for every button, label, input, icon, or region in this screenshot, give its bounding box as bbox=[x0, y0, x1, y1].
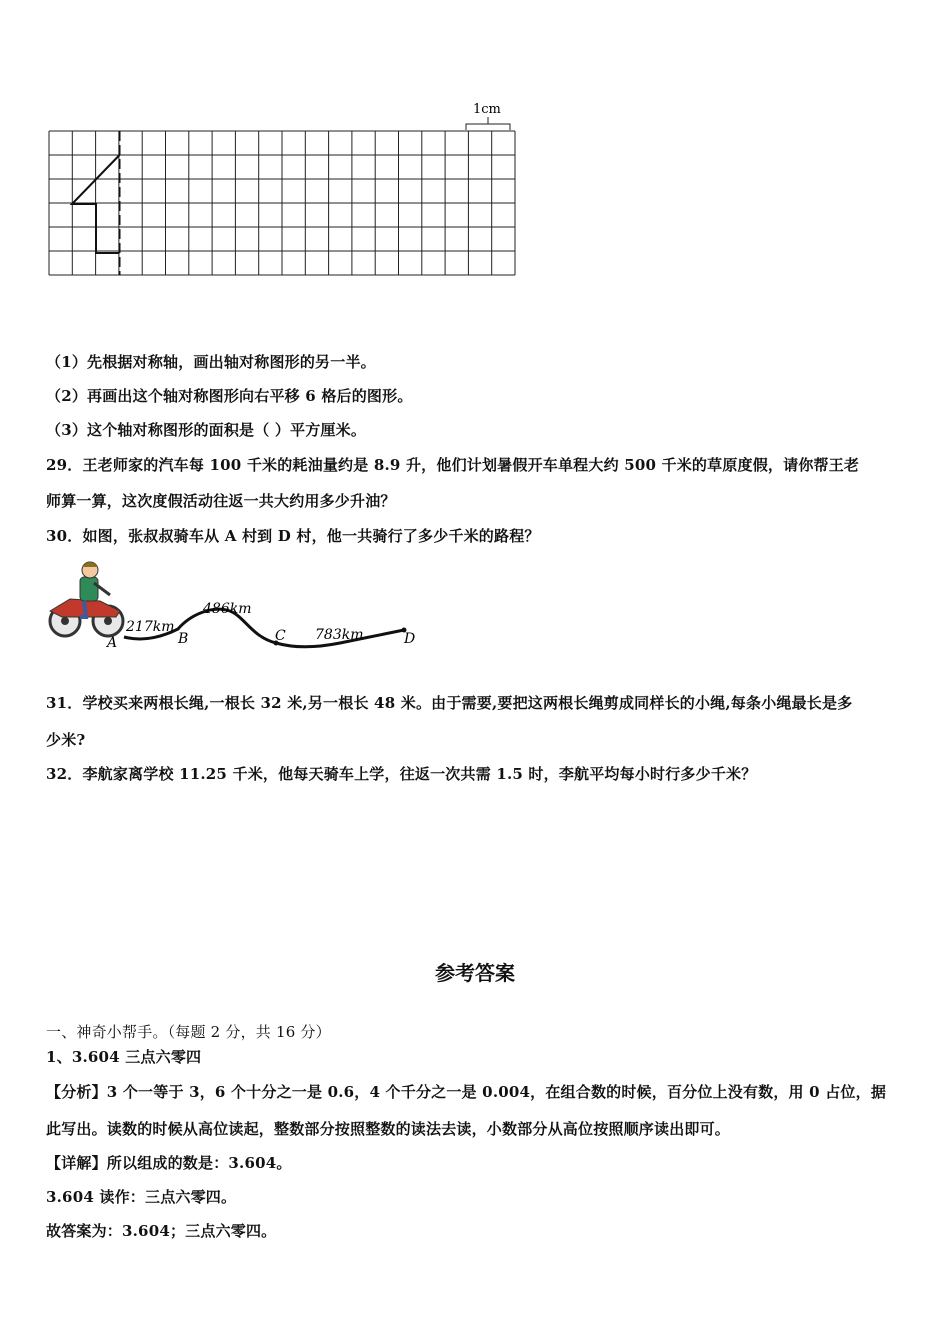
point-a-label: A bbox=[107, 635, 118, 651]
scale-label: 1cm bbox=[473, 102, 501, 117]
answer1-detail: 【详解】所以组成的数是：3.604。 bbox=[46, 1154, 292, 1172]
seg-bc-label: 486km bbox=[203, 601, 252, 617]
answer1-read: 3.604 读作：三点六零四。 bbox=[46, 1188, 237, 1206]
route-figure bbox=[40, 555, 430, 655]
q28-sub1: （1）先根据对称轴，画出轴对称图形的另一半。 bbox=[46, 353, 376, 371]
q28-sub3: （3）这个轴对称图形的面积是（ ）平方厘米。 bbox=[46, 421, 367, 439]
q28-sub2: （2）再画出这个轴对称图形向右平移 6 格后的图形。 bbox=[46, 387, 413, 405]
answer1-analysis-line1: 【分析】3 个一等于 3，6 个十分之一是 0.6，4 个千分之一是 0.004，在组合数的时候，百分位上没有数，用 0 占位，据 bbox=[46, 1083, 887, 1101]
q31-line1: 31．学校买来两根长绳,一根长 32 米,另一根长 48 米。由于需要,要把这两根长绳剪成同样长的小绳,每条小绳最长是多 bbox=[46, 694, 853, 712]
cyclist-illustration bbox=[50, 562, 123, 636]
q30: 30．如图，张叔叔骑车从 A 村到 D 村，他一共骑行了多少千米的路程？ bbox=[46, 527, 540, 545]
answer1-analysis-line2: 此写出。读数的时候从高位读起，整数部分按照整数的读法去读，小数部分从高位按照顺序读出即可。 bbox=[46, 1120, 731, 1138]
q31-line2: 少米? bbox=[46, 731, 86, 749]
answer1-title: 1、3.604 三点六零四 bbox=[46, 1048, 202, 1066]
point-c-label: C bbox=[275, 628, 286, 644]
q32: 32．李航家离学校 11.25 千米，他每天骑车上学，往返一次共需 1.5 时，李航平均每小时行多少千米？ bbox=[46, 765, 757, 783]
q29-line1: 29．王老师家的汽车每 100 千米的耗油量约是 8.9 升，他们计划暑假开车单程大约 500 千米的草原度假，请你帮王老 bbox=[46, 456, 860, 474]
q29-line2: 师算一算，这次度假活动往返一共大约用多少升油？ bbox=[46, 492, 396, 510]
answer1-final: 故答案为：3.604；三点六零四。 bbox=[46, 1222, 277, 1240]
answers-section1: 一、神奇小帮手。（每题 2 分，共 16 分） bbox=[46, 1023, 331, 1041]
point-b-label: B bbox=[178, 631, 189, 647]
seg-cd-label: 783km bbox=[315, 627, 364, 643]
seg-ab-label: 217km bbox=[126, 619, 175, 635]
point-d-label: D bbox=[404, 631, 416, 647]
answers-heading: 参考答案 bbox=[435, 961, 515, 985]
scale-bracket bbox=[466, 117, 510, 130]
grid-figure bbox=[40, 95, 520, 285]
